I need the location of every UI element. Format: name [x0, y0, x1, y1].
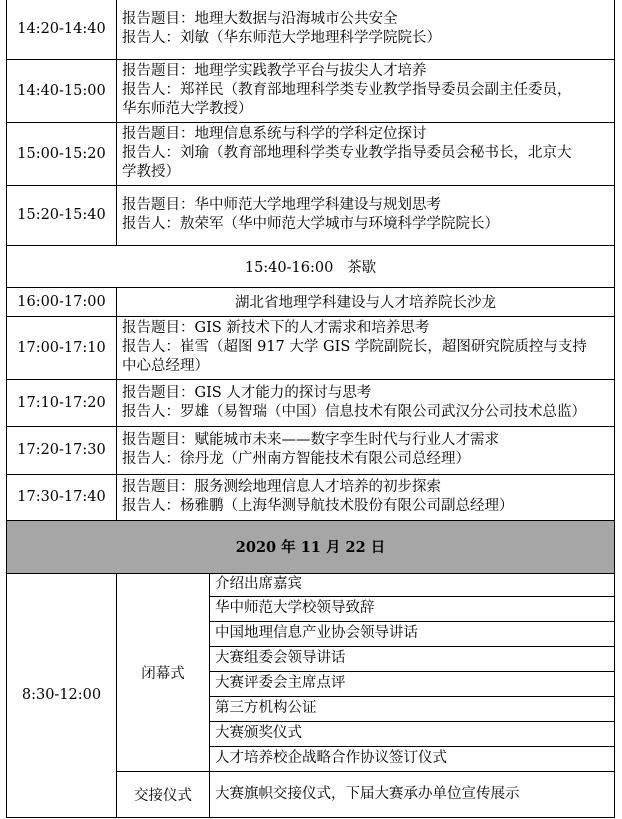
ceremony-item: 大赛颁奖仪式 [210, 721, 615, 746]
talk-title: 报告题目：地理学实践教学平台与拔尖人才培养 [122, 63, 427, 79]
date-header: 2020 年 11 月 22 日 [7, 520, 615, 573]
table-row [7, 474, 615, 520]
talk-details [117, 59, 615, 122]
talk-details [117, 185, 615, 245]
talk-details [117, 426, 615, 474]
table-row [7, 426, 615, 474]
time-slot: 8:30-12:00 [7, 573, 117, 817]
table-row [7, 185, 615, 245]
talk-details [117, 122, 615, 185]
time-slot: 16:00-17:00 [7, 287, 117, 316]
table-row [7, 520, 615, 573]
ceremony-item: 人才培养校企战略合作协议签订仪式 [210, 746, 615, 771]
talk-title: 报告题目：GIS 人才能力的探讨与思考 [122, 384, 372, 401]
talk-speaker: 报告人：刘瑜（教育部地理科学类专业教学指导委员会秘书长，北京大 [122, 145, 572, 161]
talk-title: 报告题目：地理信息系统与科学的学科定位探讨 [122, 126, 427, 142]
handover-description: 大赛旗帜交接仪式，下届大赛承办单位宣传展示 [210, 771, 615, 817]
ceremony-item: 介绍出席嘉宾 [210, 573, 615, 596]
talk-speaker-continued: 中心总经理） [122, 358, 209, 374]
talk-speaker: 报告人：崔雪（超图 917 大学 GIS 学院副院长，超图研究院质控与支持 [122, 339, 587, 355]
salon-title: 湖北省地理学科建设与人才培养院长沙龙 [117, 287, 615, 316]
talk-speaker: 报告人：杨雅鹏（上海华测导航技术股份有限公司副总经理） [122, 498, 514, 514]
talk-speaker: 报告人：敖荣军（华中师范大学城市与环境科学学院院长） [122, 216, 499, 232]
ceremony-item: 第三方机构公证 [210, 696, 615, 721]
time-slot: 17:30-17:40 [7, 474, 117, 520]
talk-title: 报告题目：地理大数据与沿海城市公共安全 [122, 11, 398, 28]
talk-details [117, 0, 615, 59]
talk-speaker-continued: 学教授） [122, 164, 180, 180]
ceremony-item: 华中师范大学校领导致辞 [210, 596, 615, 621]
talk-details [117, 474, 615, 520]
handover-ceremony-label: 交接仪式 [117, 771, 210, 817]
talk-speaker: 报告人：徐丹龙（广州南方智能技术有限公司总经理） [122, 451, 470, 467]
table-row [7, 122, 615, 185]
table-row [7, 379, 615, 426]
table-row [7, 287, 615, 316]
time-slot: 15:00-15:20 [7, 122, 117, 185]
table-row [7, 59, 615, 122]
table-row [7, 316, 615, 379]
table-row [7, 0, 615, 59]
table-row [7, 245, 615, 287]
table-row [7, 573, 615, 596]
time-slot: 17:00-17:10 [7, 316, 117, 379]
talk-speaker: 报告人：郑祥民（教育部地理科学类专业教学指导委员会副主任委员， [122, 82, 572, 98]
talk-title: 报告题目：华中师范大学地理学科建设与规划思考 [122, 197, 441, 213]
ceremony-item: 中国地理信息产业协会领导讲话 [210, 621, 615, 646]
closing-ceremony-label: 闭幕式 [117, 573, 210, 771]
talk-title: 报告题目：赋能城市未来——数字孪生时代与行业人才需求 [122, 432, 499, 448]
talk-speaker-continued: 华东师范大学教授） [122, 101, 253, 117]
talk-speaker: 报告人：罗雄（易智瑞（中国）信息技术有限公司武汉分公司技术总监） [122, 403, 586, 420]
time-slot: 15:20-15:40 [7, 185, 117, 245]
tea-break: 15:40-16:00 茶歇 [7, 245, 615, 287]
time-slot: 14:20-14:40 [7, 0, 117, 59]
talk-details [117, 316, 615, 379]
talk-title: 报告题目：服务测绘地理信息人才培养的初步探索 [122, 479, 441, 495]
talk-details [117, 379, 615, 426]
talk-title: 报告题目：GIS 新技术下的人才需求和培养思考 [122, 320, 430, 336]
time-slot: 17:10-17:20 [7, 379, 117, 426]
ceremony-item: 大赛组委会领导讲话 [210, 646, 615, 671]
talk-speaker: 报告人：刘敏（华东师范大学地理科学学院院长） [122, 30, 441, 47]
ceremony-item: 大赛评委会主席点评 [210, 671, 615, 696]
time-slot: 14:40-15:00 [7, 59, 117, 122]
schedule-table [6, 0, 615, 818]
time-slot: 17:20-17:30 [7, 426, 117, 474]
